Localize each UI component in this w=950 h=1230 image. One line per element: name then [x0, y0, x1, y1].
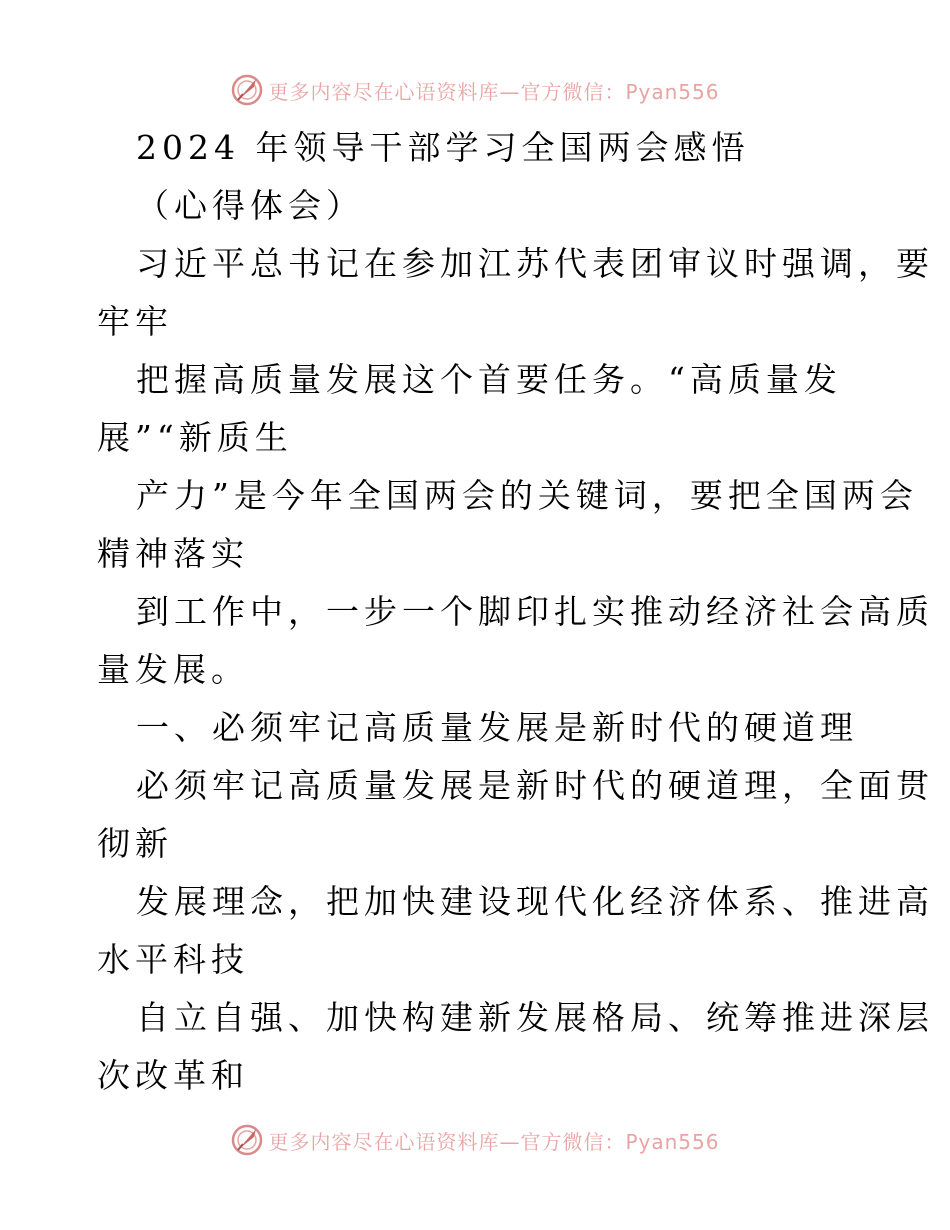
quill-pen-logo-icon: [230, 73, 264, 107]
text-line: 次改革和: [97, 1056, 249, 1095]
text-line: 量发展。: [97, 650, 249, 689]
footer-watermark: [0, 1120, 950, 1160]
text-line: 必须牢记高质量发展是新时代的硬道理，全面贯: [136, 766, 934, 805]
text-line: 到工作中，一步一个脚印扎实推动经济社会高质: [136, 592, 934, 631]
text-line: 把握高质量发展这个首要任务。“高质量发: [136, 360, 842, 399]
text-line: 彻新: [97, 824, 173, 863]
text-line: 精神落实: [97, 534, 249, 573]
document-subtitle: （心得体会）: [136, 186, 364, 225]
header-watermark: [0, 70, 950, 110]
text-line: 发展理念，把加快建设现代化经济体系、推进高: [136, 882, 934, 921]
text-line: 牢牢: [97, 302, 173, 341]
text-line: 自立自强、加快构建新发展格局、统筹推进深层: [136, 998, 934, 1037]
section-heading: 一、必须牢记高质量发展是新时代的硬道理: [136, 708, 858, 747]
text-line: 习近平总书记在参加江苏代表团审议时强调，要: [136, 244, 934, 283]
document-title: 2024 年领导干部学习全国两会感悟: [136, 128, 750, 167]
watermark-text: 更多内容尽在心语资料库—官方微信：Pyan556: [268, 79, 720, 104]
quill-pen-logo-icon: [230, 1123, 264, 1157]
text-line: 展”“新质生: [97, 418, 293, 457]
watermark-text: 更多内容尽在心语资料库—官方微信：Pyan556: [268, 1129, 720, 1154]
text-line: 水平科技: [97, 940, 249, 979]
text-line: 产力”是今年全国两会的关键词，要把全国两会: [136, 476, 918, 515]
